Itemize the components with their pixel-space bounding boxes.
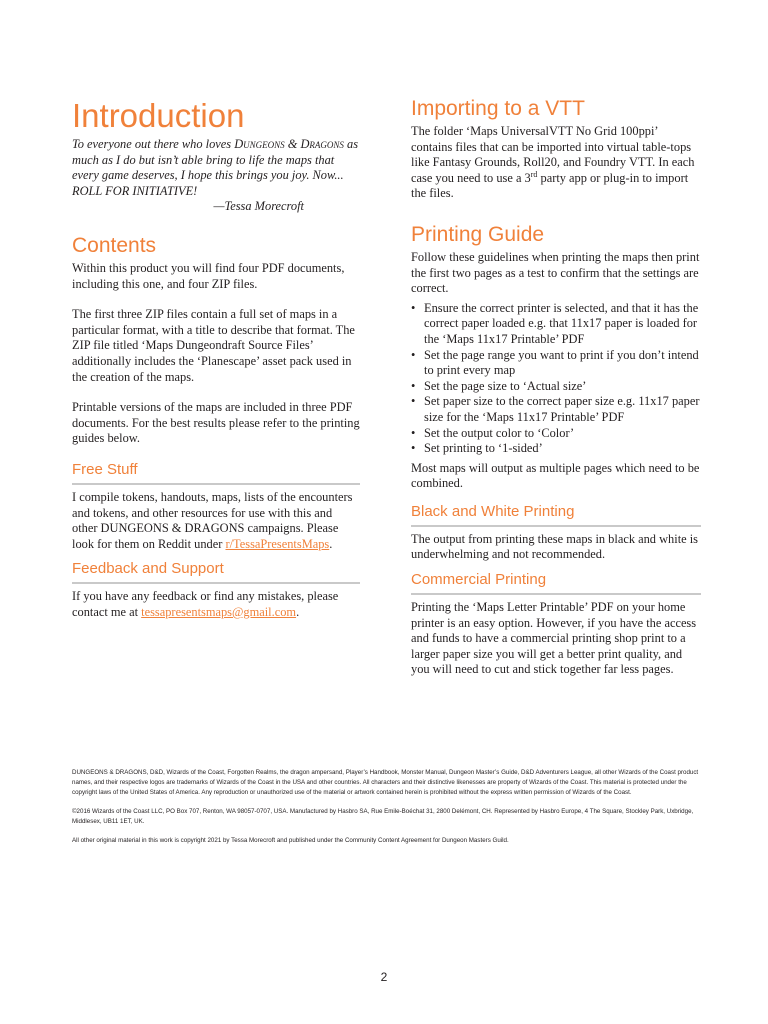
printing-checklist <box>411 301 701 457</box>
black-white-paragraph: The output from printing these maps in black and white is underwhelming and not recommended. <box>411 531 698 562</box>
bullet-icon: • <box>411 347 416 362</box>
free-stuff-text: I compile tokens, handouts, maps, lists of the encounters and tokens, and other resources for use with this and other DUNGEONS & DRAGONS campaigns. Please look for them on Reddit under <box>72 489 353 551</box>
feedback-paragraph <box>72 589 360 620</box>
left-column <box>72 96 360 620</box>
dnd-brand-text: Dungeons & Dragons <box>234 137 344 151</box>
introduction-heading: Introduction <box>72 97 245 134</box>
feedback-end: . <box>296 604 300 619</box>
list-item <box>411 441 701 457</box>
list-item-text: Ensure the correct printer is selected, and that it has the correct paper loaded e.g. that 11x17 paper is loaded for the ‘Maps 11x17 Printable’ PDF <box>424 300 699 346</box>
signature: —Tessa Morecroft <box>213 199 304 214</box>
list-item <box>411 347 701 379</box>
list-item <box>411 300 701 348</box>
contents-heading: Contents <box>72 233 157 257</box>
free-stuff-heading: Free Stuff <box>72 460 360 485</box>
page-number: 2 <box>380 970 388 984</box>
list-item-text: Set the page range you want to print if you don’t intend to print every map <box>424 347 699 378</box>
list-item <box>411 378 701 395</box>
list-item-text: Set printing to ‘1-sided’ <box>424 441 543 456</box>
printing-guide-heading: Printing Guide <box>411 222 545 246</box>
legal-copyright-text: All other original material in this work is copyright 2021 by Tessa Morecroft and published under the Community Content Agreement for Dungeon Masters Guild. <box>72 837 509 844</box>
bullet-icon: • <box>411 441 416 456</box>
reddit-link[interactable]: r/TessaPresentsMaps <box>225 536 330 551</box>
bullet-icon: • <box>411 425 416 440</box>
vtt-superscript: rd <box>530 169 538 179</box>
bullet-icon: • <box>411 300 416 315</box>
list-item-text: Set the output color to ‘Color’ <box>424 425 575 440</box>
list-item <box>411 425 701 442</box>
legal-trademark-text: DUNGEONS & DRAGONS, D&D, Wizards of the Coast, Forgotten Realms, the dragon ampersand, Player’s Handbook, Monster Manual, Dungeon Master’s Guide, D&D Adventurers League, all other Wizards of the Coast product names, and their respective logos are trademarks of Wizards of the Coast in the USA and other countries. All characters and their distinctive likenesses are property of Wizards of the Coast. This material is protected under the copyright laws of the United States of America. Any reproduction or unauthorized use of the material or artwork contained herein is prohibited without the express written permission of Wizards of the Coast. <box>72 769 699 796</box>
commercial-heading: Commercial Printing <box>411 570 701 595</box>
list-item-text: Set paper size to the correct paper size e.g. 11x17 paper size for the ‘Maps 11x17 Printable’ PDF <box>424 394 700 424</box>
intro-text-part: as much as I do but isn’t able bring to life the maps that every game deserves, I hope this brings you joy. Now... ROLL FOR INITIATIVE! <box>72 137 359 198</box>
right-column <box>411 96 701 678</box>
free-stuff-end: . <box>329 536 333 551</box>
contents-paragraph-2: The first three ZIP files contain a full set of maps in a particular format, with a title to describe that format. The ZIP file titled ‘Maps Dungeondraft Source Files’ additionally includes the ‘Planescape’ asset pack used in the creation of the maps. <box>72 307 355 384</box>
list-item-text: Set the page size to ‘Actual size’ <box>424 378 587 393</box>
contents-paragraph-1: Within this product you will find four PDF documents, including this one, and four ZIP files. <box>72 260 345 291</box>
black-white-heading: Black and White Printing <box>411 502 701 527</box>
vtt-paragraph <box>411 124 701 202</box>
vtt-heading: Importing to a VTT <box>411 97 585 120</box>
feedback-text: If you have any feedback or find any mistakes, please contact me at <box>72 589 339 619</box>
legal-footer <box>72 768 700 855</box>
vtt-text-end: party app or plug-in to import the files. <box>411 170 689 201</box>
contents-paragraph-3: Printable versions of the maps are included in three PDF documents. For the best results please refer to the printing guides below. <box>72 400 360 446</box>
printing-guide-paragraph: Follow these guidelines when printing the maps then print the first two pages as a test to confirm that the settings are correct. <box>411 249 700 296</box>
printing-after-paragraph: Most maps will output as multiple pages which need to be combined. <box>411 460 700 491</box>
feedback-heading: Feedback and Support <box>72 559 360 584</box>
free-stuff-paragraph <box>72 490 360 552</box>
email-link[interactable]: tessapresentsmaps@gmail.com <box>141 604 297 619</box>
commercial-paragraph: Printing the ‘Maps Letter Printable’ PDF on your home printer is an easy option. However, if you have the access and funds to have a commercial printing shop print to a larger paper size you will get a better print quality, and you will need to cut and stick together far less pages. <box>411 600 697 677</box>
intro-text-part: To everyone out there who loves <box>72 137 235 151</box>
bullet-icon: • <box>411 394 416 409</box>
legal-address-text: ©2016 Wizards of the Coast LLC, PO Box 707, Renton, WA 98057-0707, USA. Manufactured by Hasbro SA, Rue Emile-Boéchat 31, 2800 Delémont, CH. Represented by Hasbro Europe, 4 The Square, Stockley Park, Uxbridge, Middlesex, UB11 1ET, UK. <box>72 808 694 825</box>
vtt-text: The folder ‘Maps UniversalVTT No Grid 100ppi’ contains files that can be imported into virtual table-tops like Fantasy Grounds, Roll20, and Foundry VTT. In each case you need to use a 3 <box>411 124 695 185</box>
list-item <box>411 394 701 425</box>
bullet-icon: • <box>411 378 416 393</box>
introduction-text <box>72 137 360 199</box>
